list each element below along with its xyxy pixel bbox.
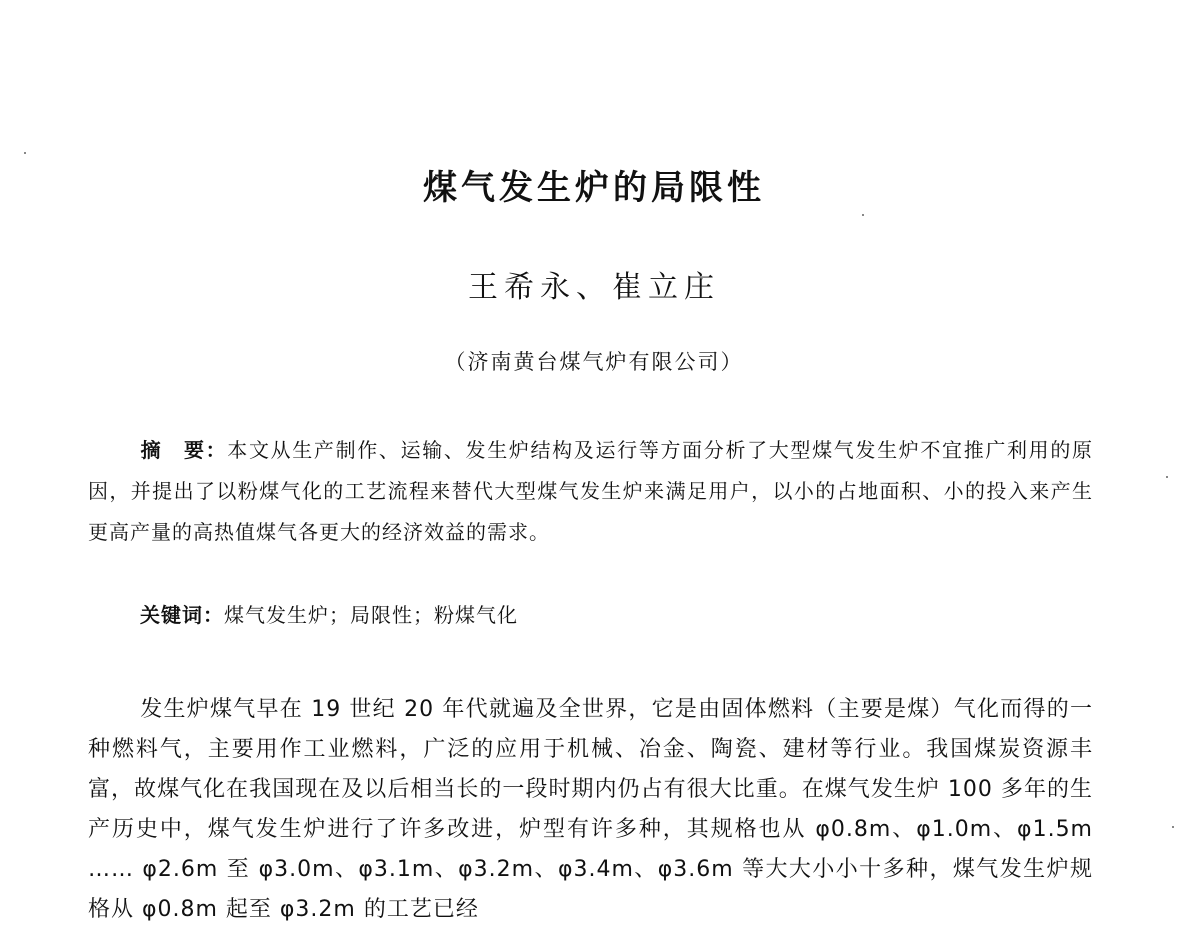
keywords-line — [140, 599, 1090, 628]
scan-speck — [1172, 826, 1174, 828]
abstract-text: 本文从生产制作、运输、发生炉结构及运行等方面分析了大型煤气发生炉不宜推广利用的原因，并提出了以粉煤气化的工艺流程来替代大型煤气发生炉来满足用户，以小的占地面积、小的投入来产生更高产量的高热值煤气各更大的经济效益的需求。 — [88, 438, 1094, 544]
body-paragraph — [88, 690, 1093, 930]
paper-authors: 王希永、崔立庄 — [468, 270, 720, 305]
paper-affiliation: （济南黄台煤气炉有限公司） — [444, 350, 744, 374]
body-text: 发生炉煤气早在 19 世纪 20 年代就遍及全世界，它是由固体燃料（主要是煤）气化而得的一种燃料气，主要用作工业燃料，广泛的应用于机械、冶金、陶瓷、建材等行业。我国煤炭资源丰富，故煤气化在我国现在及以后相当长的一段时期内仍占有很大比重。在煤气发生炉 100 多年的生产历史中，煤气发生炉进行了许多改进，炉型有许多种，其规格也从 φ0.8m、φ1.0m、φ1.5m …… φ2.6m 至 φ3.0m、φ3.1m、φ3.2m、φ3.4m、φ3.6m 等大大小小十多种，煤气发生炉规格从 φ0.8m 起至 φ3.2m 的工艺已经 — [88, 697, 1093, 922]
scan-speck — [24, 152, 26, 154]
scan-speck — [862, 214, 864, 216]
keywords-text: 煤气发生炉；局限性；粉煤气化 — [224, 603, 518, 627]
keywords-label: 关键词： — [140, 603, 224, 627]
scan-speck — [1166, 476, 1168, 478]
abstract-label: 摘 要： — [140, 438, 228, 462]
paper-title: 煤气发生炉的局限性 — [423, 168, 765, 208]
abstract-paragraph — [88, 430, 1093, 553]
